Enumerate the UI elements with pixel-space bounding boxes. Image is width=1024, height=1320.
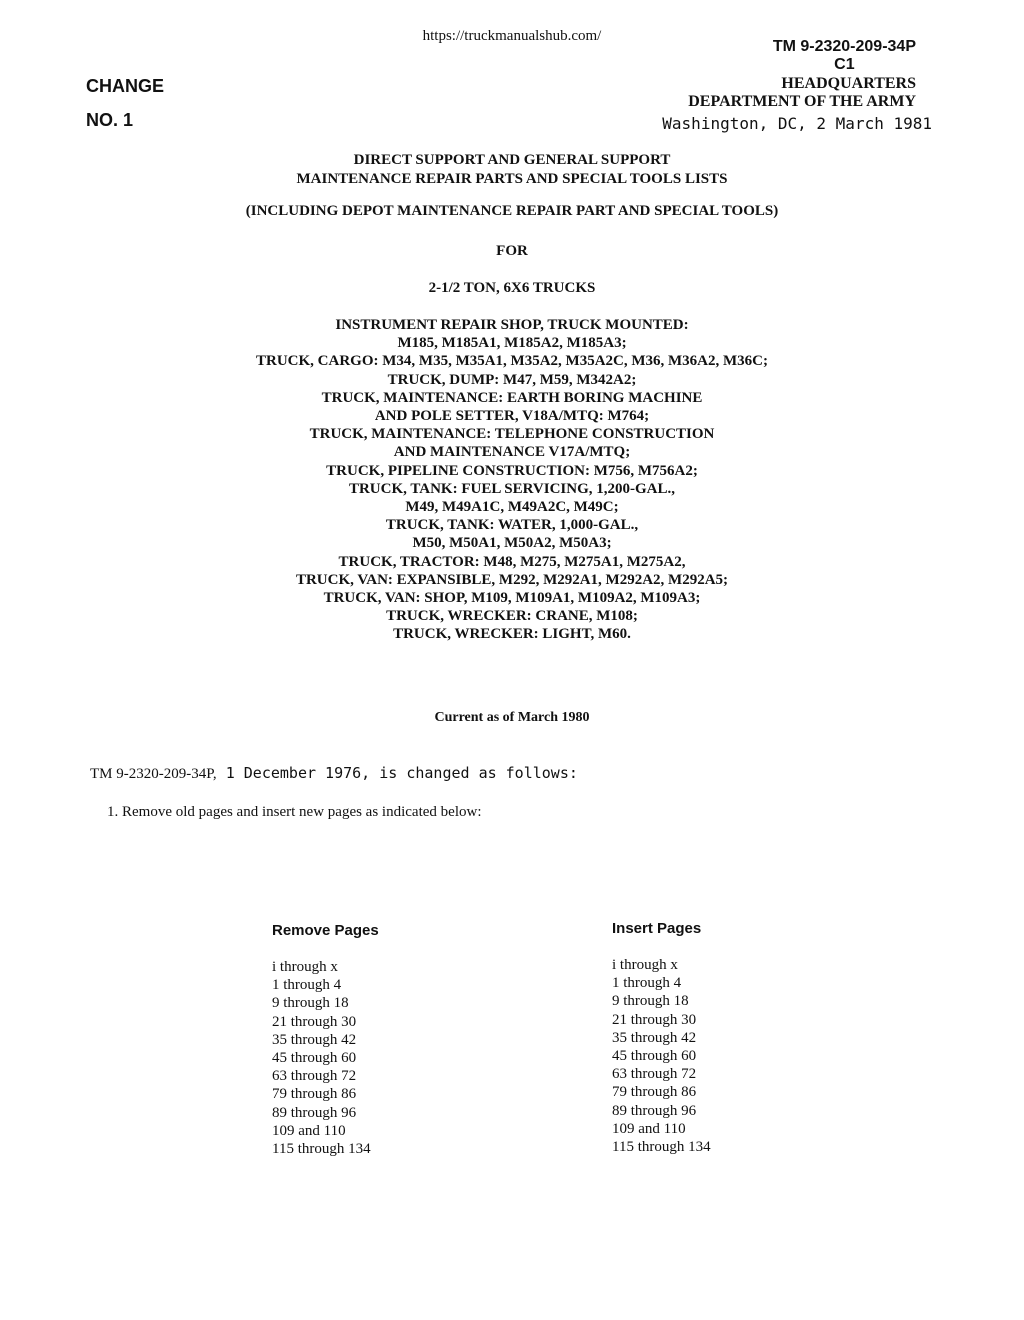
instruction: 1. Remove old pages and insert new pages as indicated below: <box>107 804 482 820</box>
tm-header <box>773 38 916 74</box>
list-item: 1 through 4 <box>612 975 682 992</box>
change-code: C1 <box>834 56 855 73</box>
list-item: 9 through 18 <box>272 995 349 1012</box>
including-note: (INCLUDING DEPOT MAINTENANCE REPAIR PART AND SPECIAL TOOLS) <box>245 203 779 219</box>
model-line: TRUCK, WRECKER: LIGHT, M60. <box>393 626 631 643</box>
model-line: M49, M49A1C, M49A2C, M49C; <box>405 499 619 516</box>
list-item: i through x <box>272 959 338 975</box>
list-item: 63 through 72 <box>272 1068 357 1085</box>
insert-pages-header: Insert Pages <box>612 920 702 937</box>
source-url[interactable]: https://truckmanualshub.com/ <box>422 28 602 44</box>
title-line-2: MAINTENANCE REPAIR PARTS AND SPECIAL TOOLS LISTS <box>296 171 728 187</box>
list-item: i through x <box>612 957 678 973</box>
change-label: CHANGE <box>86 76 165 96</box>
headquarters: HEADQUARTERS <box>781 75 916 92</box>
list-item: 109 and 110 <box>272 1122 346 1139</box>
truck-class: 2-1/2 TON, 6X6 TRUCKS <box>428 280 596 296</box>
change-statement-rest: 1 December 1976, is changed as follows: <box>216 764 578 782</box>
list-item: 89 through 96 <box>272 1104 357 1121</box>
model-line: TRUCK, WRECKER: CRANE, M108; <box>386 608 638 625</box>
model-line: M185, M185A1, M185A2, M185A3; <box>397 335 627 352</box>
list-item: 79 through 86 <box>272 1086 357 1103</box>
list-item: 21 through 30 <box>272 1013 357 1030</box>
change-number: NO. 1 <box>86 110 134 130</box>
model-line: M50, M50A1, M50A2, M50A3; <box>412 535 612 552</box>
model-line: TRUCK, CARGO: M34, M35, M35A1, M35A2, M35A2C, M36, M36A2, M36C; <box>256 353 768 370</box>
list-item: 115 through 134 <box>612 1139 711 1156</box>
current-as-of: Current as of March 1980 <box>434 710 590 725</box>
department: DEPARTMENT OF THE ARMY <box>688 93 916 110</box>
insert-pages-list <box>612 956 711 1156</box>
model-line: TRUCK, VAN: EXPANSIBLE, M292, M292A1, M292A2, M292A5; <box>295 571 729 588</box>
list-item: 115 through 134 <box>272 1141 371 1158</box>
list-item: 89 through 96 <box>612 1102 697 1119</box>
document-title <box>0 151 1024 189</box>
for-label: FOR <box>496 243 528 259</box>
list-item: 45 through 60 <box>612 1048 697 1065</box>
tm-number: TM 9-2320-209-34P <box>772 38 916 55</box>
model-line: TRUCK, MAINTENANCE: TELEPHONE CONSTRUCTION <box>309 426 715 443</box>
model-line: INSTRUMENT REPAIR SHOP, TRUCK MOUNTED: <box>335 317 689 333</box>
list-item: 79 through 86 <box>612 1084 697 1101</box>
list-item: 9 through 18 <box>612 993 689 1010</box>
model-line: TRUCK, PIPELINE CONSTRUCTION: M756, M756A2; <box>326 462 698 479</box>
model-line: AND POLE SETTER, V18A/MTQ: M764; <box>374 408 650 425</box>
model-line: TRUCK, TANK: WATER, 1,000-GAL., <box>385 517 639 534</box>
list-item: 35 through 42 <box>272 1031 357 1048</box>
list-item: 45 through 60 <box>272 1050 357 1067</box>
remove-pages-header: Remove Pages <box>272 922 379 939</box>
change-statement-tm: TM 9-2320-209-34P, <box>90 766 217 782</box>
list-item: 1 through 4 <box>272 977 342 994</box>
date-line: Washington, DC, 2 March 1981 <box>662 114 932 133</box>
model-line: TRUCK, TRACTOR: M48, M275, M275A1, M275A2, <box>338 553 686 570</box>
list-item: 63 through 72 <box>612 1066 697 1083</box>
remove-pages-list <box>272 958 371 1158</box>
list-item: 21 through 30 <box>612 1011 697 1028</box>
title-line-1: DIRECT SUPPORT AND GENERAL SUPPORT <box>353 152 671 168</box>
list-item: 109 and 110 <box>612 1120 686 1137</box>
model-line: TRUCK, VAN: SHOP, M109, M109A1, M109A2, M109A3; <box>323 590 701 607</box>
model-list <box>0 316 1024 644</box>
model-line: TRUCK, TANK: FUEL SERVICING, 1,200-GAL., <box>348 480 676 497</box>
list-item: 35 through 42 <box>612 1029 697 1046</box>
model-line: AND MAINTENANCE V17A/MTQ; <box>393 444 631 461</box>
model-line: TRUCK, MAINTENANCE: EARTH BORING MACHINE <box>321 389 703 406</box>
change-statement <box>90 764 578 783</box>
model-line: TRUCK, DUMP: M47, M59, M342A2; <box>387 371 637 388</box>
